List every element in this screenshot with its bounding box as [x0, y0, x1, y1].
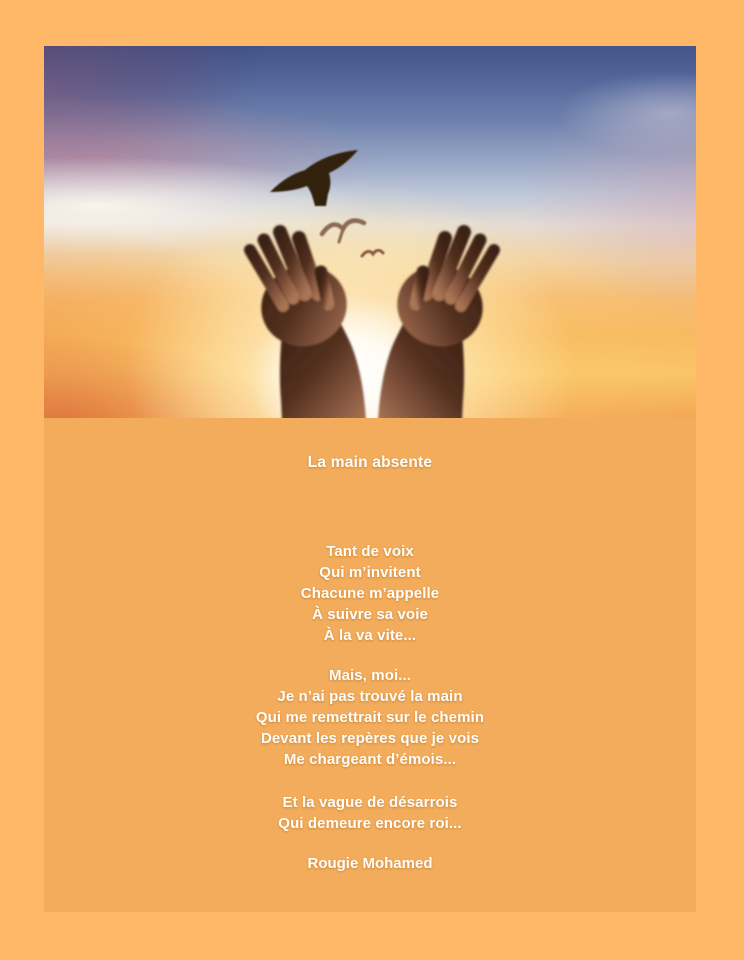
poem-line: Qui me remettrait sur le chemin [255, 709, 485, 726]
poem-stanza-1 [44, 541, 696, 646]
poem-stanza-3 [44, 792, 696, 834]
poem-line: Et la vague de désarrois [282, 794, 458, 811]
poem-line: Je n’ai pas trouvé la main [277, 688, 463, 705]
poem-line: À suivre sa voie [312, 606, 428, 623]
sunrise-photo [44, 46, 696, 418]
poem-section [44, 418, 696, 912]
poem-stanza-2 [44, 665, 696, 770]
poem-line: À la va vite... [323, 627, 417, 644]
medium-bird-icon [322, 221, 364, 242]
poem-line: Qui m’invitent [319, 564, 421, 581]
left-hand-silhouette [250, 232, 366, 418]
poem-author: Rougie Mohamed [307, 855, 433, 872]
poem-card [44, 46, 696, 912]
small-bird-icon [362, 250, 383, 256]
hands-and-birds-illustration [44, 46, 696, 418]
right-hand-silhouette [378, 232, 494, 418]
poem-line: Mais, moi... [328, 667, 412, 684]
poem-line: Devant les repères que je vois [260, 730, 480, 747]
poem-line: Chacune m’appelle [300, 585, 440, 602]
poem-line: Qui demeure encore roi... [278, 815, 462, 832]
large-bird-icon [270, 150, 358, 206]
poem-line: Tant de voix [326, 543, 414, 560]
poem-title: La main absente [307, 454, 433, 471]
poem-line: Me chargeant d’émois... [283, 751, 457, 768]
